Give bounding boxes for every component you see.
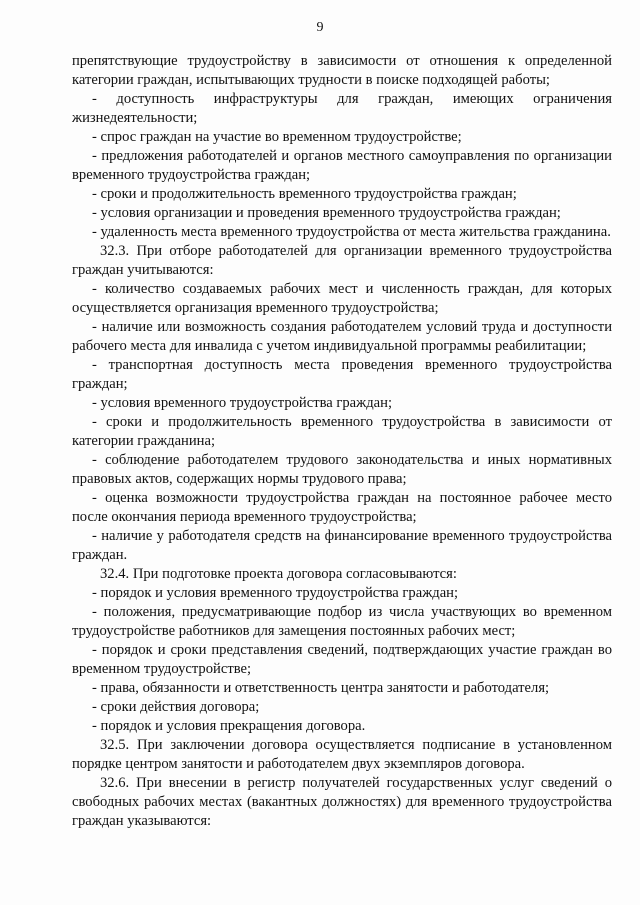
document-body [72, 52, 612, 831]
list-item: - удаленность места временного трудоустройства от места жительства гражданина. [92, 224, 611, 240]
section-paragraph: 32.6. При внесении в регистр получателей государственных услуг сведений о свободных рабочих местах (вакантных должностях) для временного трудоустройства граждан указываются: [72, 775, 612, 829]
list-item: - доступность инфраструктуры для граждан, имеющих ограничения жизнедеятельности; [72, 91, 612, 126]
page-number: 9 [316, 20, 324, 35]
list-item: - оценка возможности трудоустройства граждан на постоянное рабочее место после окончания периода временного трудоустройства; [72, 490, 612, 525]
list-item: - соблюдение работодателем трудового законодательства и иных нормативных правовых актов, содержащих нормы трудового права; [72, 452, 612, 487]
list-item: - сроки действия договора; [92, 699, 260, 715]
list-item: - условия организации и проведения временного трудоустройства граждан; [92, 205, 561, 221]
list-item: - транспортная доступность места проведения временного трудоустройства граждан; [72, 357, 612, 392]
list-item: - положения, предусматривающие подбор из числа участвующих во временном трудоустройстве работников для замещения постоянных рабочих мест; [72, 604, 612, 639]
list-item: - порядок и сроки представления сведений, подтверждающих участие граждан во временном трудоустройстве; [72, 642, 612, 677]
list-item: - сроки и продолжительность временного трудоустройства граждан; [92, 186, 517, 202]
list-item: - количество создаваемых рабочих мест и численность граждан, для которых осуществляется организация временного трудоустройства; [72, 281, 612, 316]
list-item: - порядок и условия временного трудоустройства граждан; [92, 585, 459, 601]
list-item: - права, обязанности и ответственность центра занятости и работодателя; [92, 680, 550, 696]
section-paragraph: 32.3. При отборе работодателей для организации временного трудоустройства граждан учитываются: [72, 243, 612, 278]
section-paragraph: 32.5. При заключении договора осуществляется подписание в установленном порядке центром занятости и работодателем двух экземпляров договора. [72, 737, 612, 772]
list-item: - наличие у работодателя средств на финансирование временного трудоустройства граждан. [72, 528, 612, 563]
list-item: - сроки и продолжительность временного трудоустройства в зависимости от категории гражданина; [72, 414, 612, 449]
section-paragraph: 32.4. При подготовке проекта договора согласовываются: [100, 566, 457, 582]
list-item: - наличие или возможность создания работодателем условий труда и доступности рабочего места для инвалида с учетом индивидуальной программы реабилитации; [72, 319, 612, 354]
list-item: - порядок и условия прекращения договора. [92, 718, 366, 734]
list-item: - спрос граждан на участие во временном трудоустройстве; [92, 129, 462, 145]
paragraph: препятствующие трудоустройству в зависимости от отношения к определенной категории граждан, испытывающих трудности в поиске подходящей работы; [72, 53, 612, 88]
list-item: - условия временного трудоустройства граждан; [92, 395, 393, 411]
list-item: - предложения работодателей и органов местного самоуправления по организации временного трудоустройства граждан; [72, 148, 612, 183]
